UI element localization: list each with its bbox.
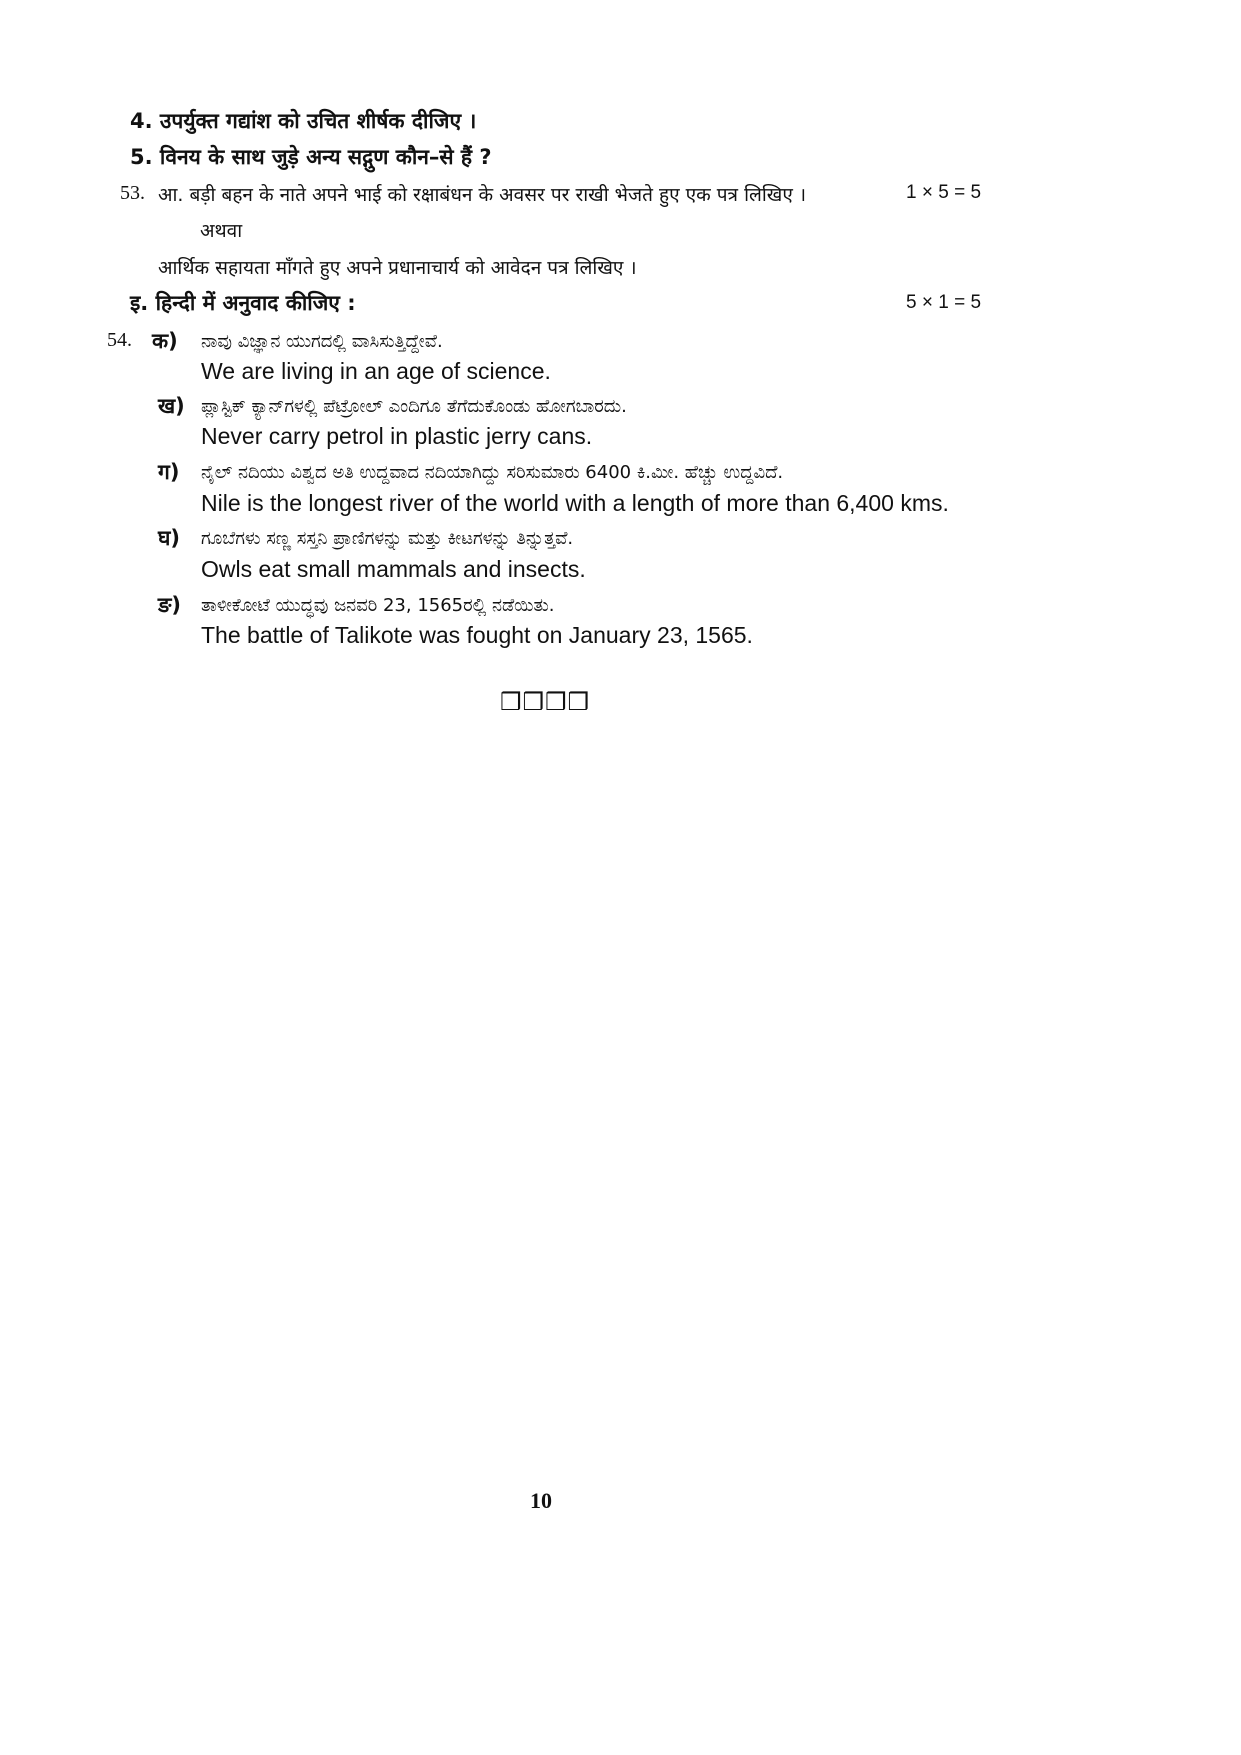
q54-item-english: Never carry petrol in plastic jerry cans.: [201, 423, 593, 449]
q54-item-kannada: ನೈಲ್ ನದಿಯು ವಿಶ್ವದ ಅತಿ ಉದ್ದವಾದ ನದಿಯಾಗಿದ್ದು ಸರಿಸುಮಾರು 6400 ಕಿ.ಮೀ. ಹೆಚ್ಚು ಉದ್ದವಿದೆ.: [201, 462, 784, 483]
q54-item-kannada: ಗೂಬೆಗಳು ಸಣ್ಣ ಸಸ್ತನಿ ಪ್ರಾಣಿಗಳನ್ನು ಮತ್ತು ಕೀಟಗಳನ್ನು ತಿನ್ನುತ್ತವೆ.: [201, 528, 574, 549]
question-5: 5. विनय के साथ जुड़े अन्य सद्गुण कौन–से हैं ?: [130, 145, 492, 169]
q54-item-label: ग): [158, 460, 180, 484]
q54-item-label: घ): [158, 526, 181, 550]
q53-alternative: आर्थिक सहायता माँगते हुए अपने प्रधानाचार्य को आवेदन पत्र लिखिए ।: [158, 257, 637, 279]
section-i-marks: 5 × 1 = 5: [906, 292, 982, 313]
q54-item-english: The battle of Talikote was fought on January 23, 1565.: [201, 622, 753, 648]
q54-item-label: ख): [158, 394, 185, 418]
q53-number: 53.: [120, 182, 145, 204]
q54-item-english: Nile is the longest river of the world with a length of more than 6,400 kms.: [201, 490, 949, 516]
q54-item-kannada: ಪ್ಲಾಸ್ಟಿಕ್ ಕ್ಯಾನ್‌ಗಳಲ್ಲಿ ಪೆಟ್ರೋಲ್ ಎಂದಿಗೂ ತೆಗೆದುಕೊಂಡು ಹೋಗಬಾರದು.: [201, 396, 627, 417]
q54-item-label: क): [152, 329, 178, 353]
q53-text: आ. बड़ी बहन के नाते अपने भाई को रक्षाबंधन के अवसर पर राखी भेजते हुए एक पत्र लिखिए ।: [158, 184, 807, 206]
section-i-title: इ. हिन्दी में अनुवाद कीजिए :: [130, 291, 356, 315]
q54-number: 54.: [107, 329, 132, 351]
end-ornament: ❒❒❒❒: [500, 688, 591, 716]
q54-item-kannada: ತಾಳೀಕೋಟೆ ಯುದ್ಧವು ಜನವರಿ 23, 1565ರಲ್ಲಿ ನಡೆಯಿತು.: [201, 595, 555, 616]
page-number: 10: [530, 1488, 552, 1513]
q54-item-english: Owls eat small mammals and insects.: [201, 556, 586, 582]
q54-item-kannada: ನಾವು ವಿಜ್ಞಾನ ಯುಗದಲ್ಲಿ ವಾಸಿಸುತ್ತಿದ್ದೇವೆ.: [201, 331, 443, 352]
q54-item-english: We are living in an age of science.: [201, 358, 551, 384]
q53-or-label: अथवा: [200, 220, 243, 242]
question-4: 4. उपर्युक्त गद्यांश को उचित शीर्षक दीजिए ।: [130, 109, 477, 133]
q53-marks: 1 × 5 = 5: [906, 182, 982, 203]
q54-item-label: ङ): [158, 593, 181, 617]
